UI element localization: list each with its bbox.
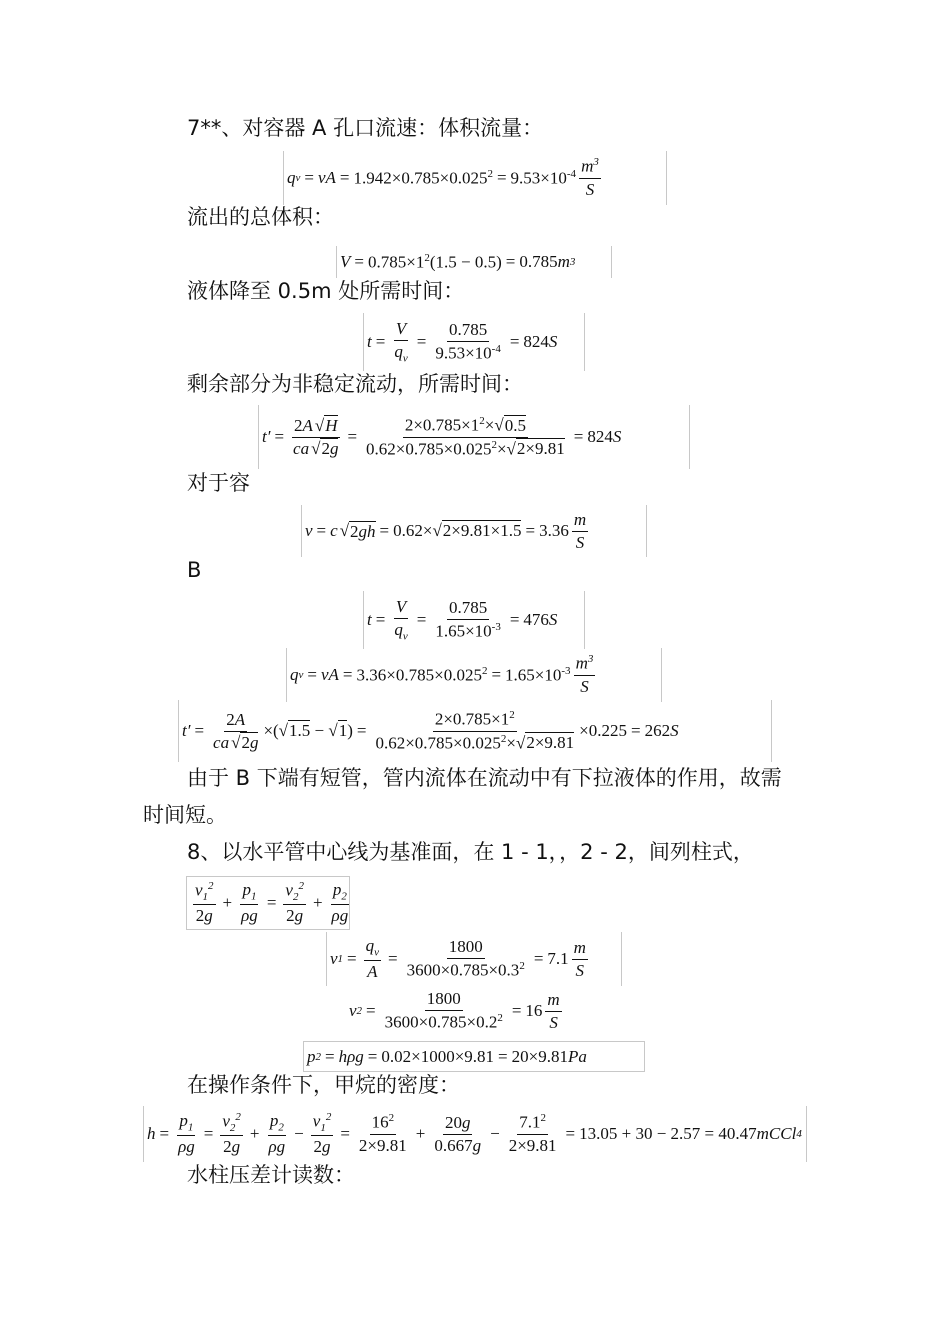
formula-unsteady-time-a: t′ = $\frac{2A √H}{ca √2g}$ = $\frac{2\times 0.785\times 1^2\times√0.5}{0.62\times 0.785\times 0.025^2\times√2\times 9.81}$ = 824 S bbox=[258, 405, 690, 469]
unsteady-flow-label: 剩余部分为非稳定流动，所需时间： bbox=[187, 372, 523, 396]
problem7-heading: 7**、对容器 A 孔口流速：体积流量： bbox=[187, 116, 544, 140]
formula-time-a: t = $\frac{V}{q_v}$ = $\frac{0.785}{9.53\times 10^{-4}}$ = 824 S bbox=[363, 313, 585, 371]
container-b-label: B bbox=[187, 558, 202, 582]
manometer-reading-label: 水柱压差计读数： bbox=[187, 1163, 355, 1187]
formula-manometer-height: h = $\frac{p_1}{\rho g}$ = $\frac{v_2^2}{2g}$ + $\frac{p_2}{\rho g}$ − $\frac{v_1^2}{2g}$ = $\frac{16^2}{2\times 9.81}$ + $\frac{20g}{0.667g}$ − $\frac{7.1^2}{2\times 9.81}$ = 13.05 + 30 − 2.57 = 40.47 mCCl 4 bbox=[143, 1106, 807, 1162]
formula-velocity-b: v = c √ 2gh = 0.62×√2×9.81×1.5 = 3.36 m S bbox=[301, 505, 647, 557]
total-volume-label: 流出的总体积： bbox=[187, 205, 334, 229]
problem8-heading: 8、以水平管中心线为基准面，在 1 - 1，，2 - 2，间列柱式， bbox=[187, 840, 754, 864]
methane-density-label: 在操作条件下，甲烷的密度： bbox=[187, 1073, 460, 1097]
formula-flow-rate-a: q v = vA = $1.942\times 0.785\times 0.025^2$ = $9.53\times 10^{-4}$ $m^3$ S bbox=[283, 151, 667, 205]
formula-bernoulli: $v_1^2$ 2g + $\frac{p_1}{\rho g}$ = $\frac{v_2^2}{2g}$ + $\frac{p_2}{\rho g}$ bbox=[186, 876, 350, 930]
formula-flow-rate-b: q v = vA = $3.36\times 0.785\times 0.025^2$ = $1.65\times 10^{-3}$ $m^3$ S bbox=[286, 648, 662, 702]
formula-pressure-2: p 2 = hρg = 0.02×1000×9.81 = 20×9.81 Pa bbox=[303, 1041, 645, 1072]
formula-velocity-2: v 2 = $\frac{1800}{3600\times 0.785\times 0.2^2}$ = 16 m S bbox=[349, 989, 560, 1032]
formula-velocity-1: v 1 = $\frac{q_v}{A}$ = $\frac{1800}{3600\times 0.785\times 0.3^2}$ = 7.1 m S bbox=[326, 932, 622, 986]
container-label: 对于容 bbox=[187, 471, 250, 495]
formula-unsteady-time-b: t′ = $\frac{2A}{ca √2g}$ ×(√1.5 − √1) = $\frac{2\times 0.785\times 1^2}{0.62\times 0.785\times 0.025^2\times√2\times 9.81}$ ×0.225 = 262 S bbox=[178, 700, 772, 762]
formula-time-b: t = $\frac{V}{q_v}$ = $\frac{0.785}{1.65\times 10^{-3}}$ = 476 S bbox=[363, 591, 585, 649]
explanation-line-2: 时间短。 bbox=[143, 803, 227, 827]
explanation-line-1: 由于 B 下端有短管，管内流体在流动中有下拉液体的作用，故需 bbox=[187, 766, 782, 790]
formula-total-volume: V = $0.785\times 1^2(1.5 - 0.5)$ = 0.785 m 3 bbox=[336, 246, 612, 278]
time-to-level-label: 液体降至 0.5m 处所需时间： bbox=[187, 279, 465, 303]
